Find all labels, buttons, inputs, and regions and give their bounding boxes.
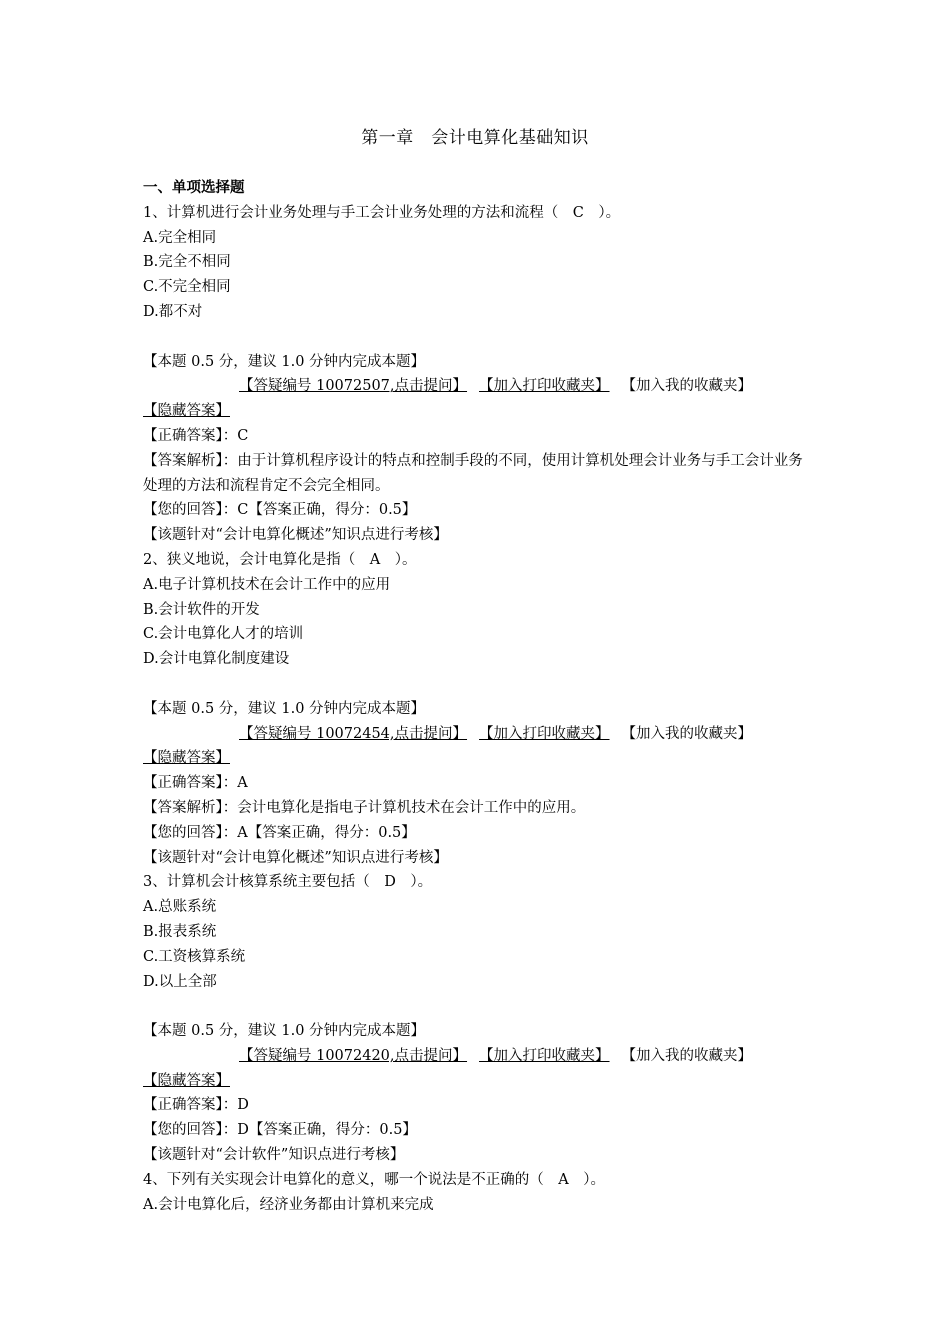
add-print-favorites-link[interactable]: 【加入打印收藏夹】 (479, 378, 610, 395)
your-answer: 【您的回答】：C【答案正确，得分：0.5】 (143, 502, 417, 519)
option-a: A.会计电算化后，经济业务都由计算机来完成 (143, 1196, 434, 1213)
score-info: 【本题 0.5 分，建议 1.0 分钟内完成本题】 (143, 1023, 426, 1040)
your-answer: 【您的回答】：D【答案正确，得分：0.5】 (143, 1122, 417, 1139)
option-b: B.完全不相同 (143, 254, 231, 271)
knowledge-point: 【该题针对“会计电算化概述”知识点进行考核】 (143, 849, 448, 866)
action-links (143, 722, 813, 747)
qa-ask-link[interactable]: 【答疑编号 10072420,点击提问】 (239, 1047, 468, 1064)
section-heading: 一、单项选择题 (143, 179, 245, 196)
option-b: B.报表系统 (143, 923, 217, 940)
option-a: A.完全相同 (143, 229, 217, 246)
add-print-favorites-link[interactable]: 【加入打印收藏夹】 (479, 725, 610, 742)
question-block-2 (143, 548, 813, 870)
question-list (143, 176, 813, 1217)
option-d: D.以上全部 (143, 973, 217, 990)
option-d: D.都不对 (143, 303, 203, 320)
question-block-3 (143, 870, 813, 1168)
add-my-favorites-link[interactable]: 【加入我的收藏夹】 (621, 378, 753, 395)
correct-answer: 【正确答案】：A (143, 775, 248, 792)
option-b: B.会计软件的开发 (143, 601, 260, 618)
chapter-title: 第一章 会计电算化基础知识 (361, 128, 589, 148)
option-a: A.总账系统 (143, 899, 217, 916)
question-block-4 (143, 1168, 813, 1218)
knowledge-point: 【该题针对“会计软件”知识点进行考核】 (143, 1147, 405, 1164)
question-text: 3、计算机会计核算系统主要包括（ D ）。 (143, 874, 433, 891)
score-info: 【本题 0.5 分，建议 1.0 分钟内完成本题】 (143, 353, 426, 370)
score-info: 【本题 0.5 分，建议 1.0 分钟内完成本题】 (143, 700, 426, 717)
add-my-favorites-link[interactable]: 【加入我的收藏夹】 (621, 1047, 753, 1064)
option-a: A.电子计算机技术在会计工作中的应用 (143, 576, 391, 593)
question-text: 1、计算机进行会计业务处理与手工会计业务处理的方法和流程（ C ）。 (143, 204, 621, 221)
action-links (143, 1044, 813, 1069)
correct-answer: 【正确答案】：C (143, 427, 249, 444)
qa-ask-link[interactable]: 【答疑编号 10072454,点击提问】 (239, 725, 468, 742)
action-links (143, 374, 813, 399)
hide-answer-link[interactable]: 【隐藏答案】 (143, 750, 230, 767)
answer-analysis: 【答案解析】：会计电算化是指电子计算机技术在会计工作中的应用。 (143, 799, 586, 816)
hide-answer-link[interactable]: 【隐藏答案】 (143, 403, 230, 420)
qa-ask-link[interactable]: 【答疑编号 10072507,点击提问】 (239, 378, 468, 395)
knowledge-point: 【该题针对“会计电算化概述”知识点进行考核】 (143, 527, 448, 544)
your-answer: 【您的回答】：A【答案正确，得分：0.5】 (143, 824, 416, 841)
option-c: C.工资核算系统 (143, 948, 246, 965)
answer-analysis: 【答案解析】：由于计算机程序设计的特点和控制手段的不同，使用计算机处理会计业务与手工会计业务处理的方法和流程肯定不会完全相同。 (143, 452, 803, 494)
correct-answer: 【正确答案】：D (143, 1097, 249, 1114)
option-d: D.会计电算化制度建设 (143, 651, 290, 668)
question-text: 4、下列有关实现会计电算化的意义，哪一个说法是不正确的（ A ）。 (143, 1171, 605, 1188)
option-c: C.不完全相同 (143, 279, 231, 296)
option-c: C.会计电算化人才的培训 (143, 626, 304, 643)
hide-answer-link[interactable]: 【隐藏答案】 (143, 1072, 230, 1089)
add-print-favorites-link[interactable]: 【加入打印收藏夹】 (479, 1047, 610, 1064)
add-my-favorites-link[interactable]: 【加入我的收藏夹】 (621, 725, 753, 742)
question-text: 2、狭义地说，会计电算化是指（ A ）。 (143, 551, 417, 568)
question-block-1 (143, 201, 813, 548)
